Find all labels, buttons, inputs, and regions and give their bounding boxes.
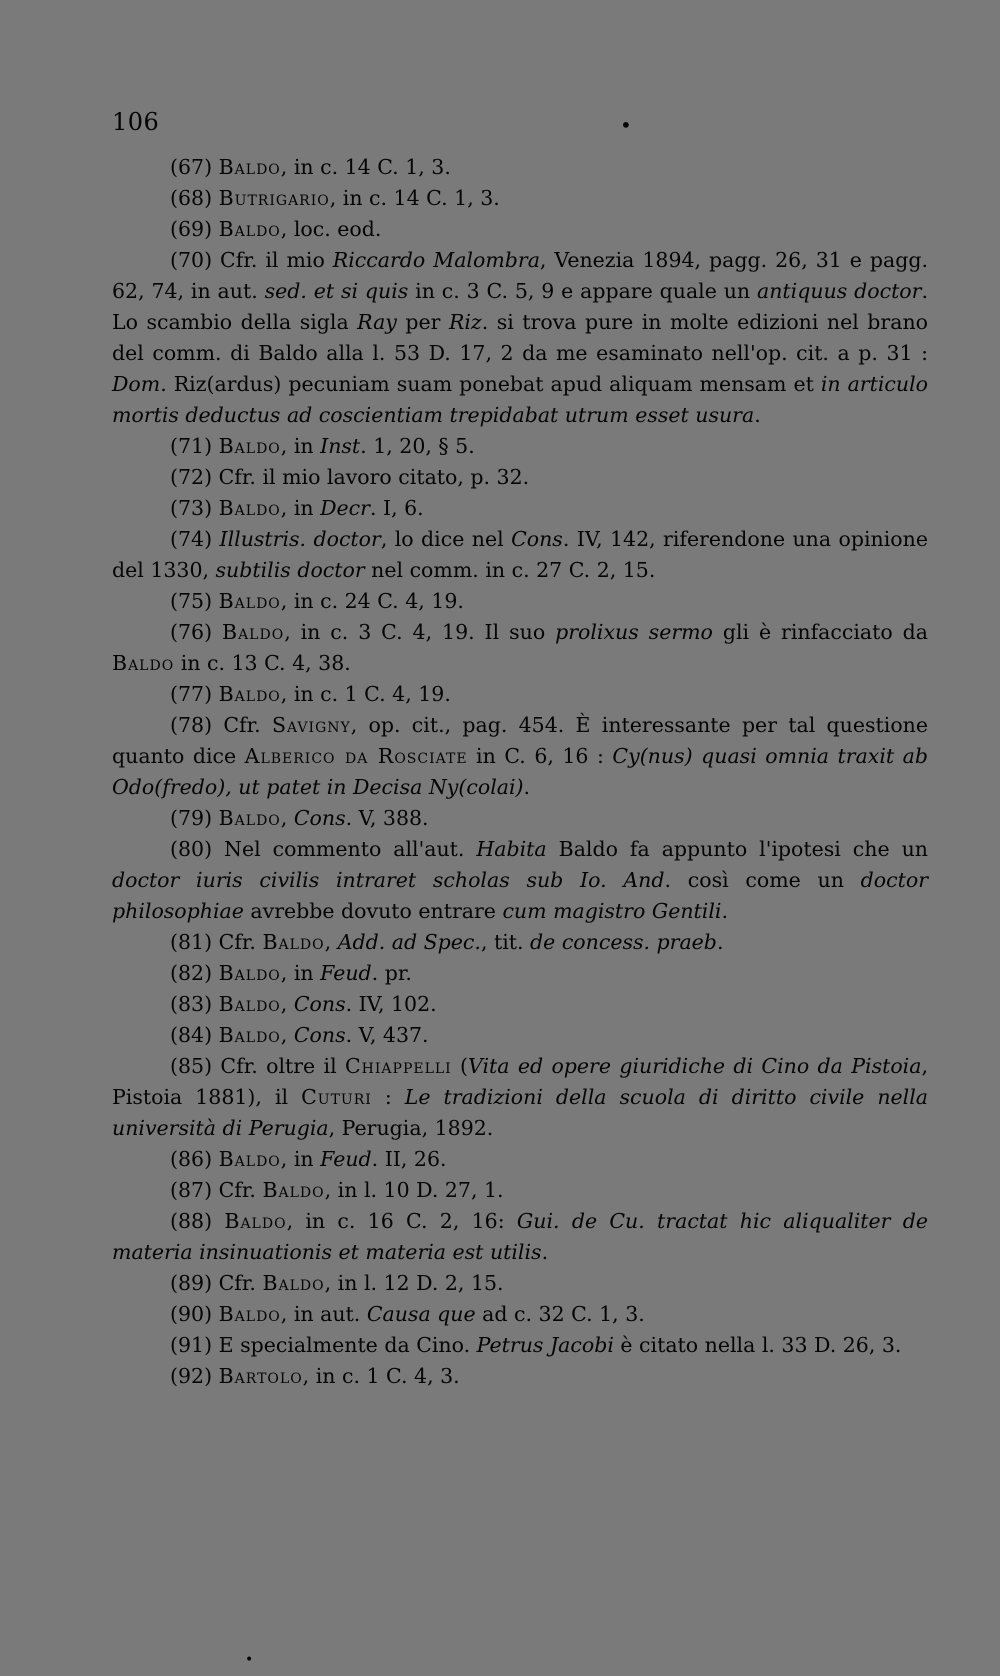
footnote-text: (83) [170,992,219,1016]
footnote-text: sed. et si quis [264,279,409,303]
footnote-text: (88) [170,1209,225,1233]
footnote-text: , in [280,961,321,985]
footnote-text: Baldo fa appunto l'ipotesi che un [546,837,928,861]
footnote [112,493,928,524]
footnote-text: , Pistoia 1881), il [112,1054,928,1109]
footnote-text: Baldo [218,1147,281,1171]
footnote-text: in articulo mortis deductus ad coscientiam trepidabat utrum esset usura [112,372,928,427]
footnote-text: (82) [170,961,219,985]
footnote-text: . V, 437. [345,1023,429,1047]
footnote-text: cum magistro Gentili [502,899,722,923]
footnote-text: Riz [448,310,482,334]
footnote-text: , in l. 10 D. 27, 1. [324,1178,504,1202]
footnote-text: (69) [170,217,219,241]
footnote [112,834,928,927]
footnote-text: (77) [170,682,219,706]
footnote-text: . [716,930,724,954]
footnote-text: Dom [112,372,161,396]
footnote-text: ( [451,1054,469,1078]
footnote-text: nel comm. in c. 27 C. 2, 15. [364,558,656,582]
footnote-text: in c. 13 C. 4, 38. [174,651,351,675]
footnote-text: ad c. 32 C. 1, 3. [475,1302,645,1326]
footnote [112,803,928,834]
footnote [112,1330,928,1361]
footnote-text: (84) [170,1023,219,1047]
footnote-text: Cons [293,1023,346,1047]
footnote-text: (67) [170,155,219,179]
footnote-text: Alberico da Rosciate [244,744,468,768]
footnote-text: , in [280,496,321,520]
footnote [112,1299,928,1330]
footnote-text: Baldo [218,217,281,241]
footnote-text: avrebbe dovuto entrare [243,899,503,923]
footnote-text: Feud [320,961,372,985]
footnote-text: Baldo [222,620,285,644]
footnote-text: (73) [170,496,219,520]
footnote-text: (85) Cfr. oltre il [170,1054,345,1078]
footnote-text: (92) [170,1364,219,1388]
footnote-text: , lo dice nel [380,527,512,551]
footnote-text: (71) [170,434,219,458]
footnote-text: , in c. 3 C. 4, 19. Il suo [284,620,556,644]
footnote-text: . 1, 20, § 5. [360,434,475,458]
footnote-text: . [754,403,761,427]
footnote-text: Baldo [218,961,281,985]
footnote [112,1175,928,1206]
footnote-text: in C. 6, 16 : [467,744,613,768]
footnote-text: Baldo [218,1302,281,1326]
footnote-text: de concess. praeb [530,930,717,954]
footnote-text: Bartolo [218,1364,303,1388]
footnote-text: Baldo [262,930,325,954]
footnote-text: Vita ed opere giuridiche di Cino da Pistoia [468,1054,922,1078]
footnote-text: Gui. de Cu. tractat hic aliqualiter de materia insinuationis et materia est utilis [112,1209,928,1264]
footnote-text: , [280,1023,294,1047]
footnote-text: . [523,775,531,799]
footnote [112,462,928,493]
footnote-text: Baldo [112,651,175,675]
footnote-text: Baldo [262,1271,325,1295]
footnote-text: Baldo [224,1209,287,1233]
footnote [112,152,928,183]
footnote-text: Illustris. doctor [219,527,381,551]
footnote-text: Savigny [271,713,351,737]
footnote-text: . II, 26. [371,1147,447,1171]
footnote [112,617,928,679]
footnote-text: (86) [170,1147,219,1171]
footnote-text: , in aut. [280,1302,367,1326]
footnote-text: Feud [320,1147,372,1171]
footnote [112,1020,928,1051]
footnote-text: , tit. [480,930,531,954]
footnote-text: (78) Cfr. [170,713,272,737]
footnote-text: (68) [170,186,219,210]
footnote-text: , in c. 24 C. 4, 19. [280,589,464,613]
footnote-text: Baldo [218,682,281,706]
footnote-text: , [280,992,294,1016]
footnote [112,989,928,1020]
footnote-text: , op. cit., pag. 454. È interessante per tal questione quanto dice [112,713,928,768]
footnote-text: , in c. 16 C. 2, 16: [286,1209,517,1233]
footnote-text: Causa que [366,1302,476,1326]
footnote [112,958,928,989]
footnote-text: è citato nella l. 33 D. 26, 3. [613,1333,902,1357]
footnote-text: , in [280,434,321,458]
footnote-text: Cons [293,992,346,1016]
footnote-text: (75) [170,589,219,613]
footnote-text: , loc. eod. [280,217,382,241]
footnote [112,586,928,617]
footnote-text: Cuturi [301,1085,372,1109]
footnote-text: Chiappelli [344,1054,452,1078]
footnote [112,183,928,214]
footnote-text: (81) Cfr. [170,930,263,954]
footnote-text: gli è rinfacciato da [712,620,928,644]
footnote-text: Decr [320,496,370,520]
footnote [112,1268,928,1299]
footnote [112,524,928,586]
footnote-text: Baldo [218,155,281,179]
footnote-text: Baldo [218,589,281,613]
footnote-text: , Perugia, 1892. [328,1116,494,1140]
footnote-text: . Lo scambio della sigla [112,279,928,334]
page-number: 106 [112,108,160,136]
footnote-text: (74) [170,527,220,551]
footnote-text: in c. 3 C. 5, 9 e appare quale un [408,279,757,303]
footnote-text: doctor iuris civilis intraret scholas sub Io. And [112,868,665,892]
footnote-text: Petrus Jacobi [476,1333,614,1357]
footnote-text: . Riz(ardus) pecuniam suam ponebat apud aliquam mensam et [160,372,821,396]
footnote-text: , in c. 1 C. 4, 3. [302,1364,460,1388]
header-dot: • [620,113,632,137]
footnote-text: (90) [170,1302,219,1326]
footnote-text: . [541,1240,549,1264]
footnote-text: (91) E specialmente da Cino. [170,1333,477,1357]
footnote-text: , in c. 14 C. 1, 3. [329,186,500,210]
footnote-text: Riccardo Malombra [332,248,540,272]
footnote [112,927,928,958]
footnote-text: (79) [170,806,219,830]
footnote-text: subtilis doctor [215,558,365,582]
footnote-text: , in [280,1147,321,1171]
footnote-text: , in c. 14 C. 1, 3. [280,155,451,179]
footnote-text: Butrigario [218,186,330,210]
footnote-text: doctor philosophiae [112,868,928,923]
footnote-text: (89) Cfr. [170,1271,263,1295]
footnote [112,214,928,245]
footnote-text: , [324,930,338,954]
footnote-text: , [280,806,294,830]
footnote-text: (76) [170,620,222,644]
footnote-text: . si trova pure in molte edizioni nel brano del comm. di Baldo alla l. 53 D. 17, 2 da me esaminato nell'op. cit. a p. 31 : [112,310,929,365]
footnote [112,1144,928,1175]
footnote-text: Le tradizioni della scuola di diritto civile nella università di Perugia [112,1085,928,1140]
footnote [112,1361,928,1392]
footnote-text: Baldo [218,434,281,458]
footnote-text: . così come un [664,868,861,892]
footnote-text: (70) Cfr. il mio [170,248,333,272]
footnote-text: Ray [357,310,397,334]
footnote-text: , Venezia 1894, pagg. 26, 31 e pagg. 62, 74, in aut. [112,248,928,303]
footnote [112,245,928,431]
footnote-text: . pr. [371,961,412,985]
footnote-text: . IV, 142, riferendone una opinione del 1330, [112,527,928,582]
footnote-text: Habita [476,837,547,861]
footnote-text: . [721,899,728,923]
footnote-text: . I, 6. [369,496,424,520]
footnote-text: Baldo [262,1178,325,1202]
footnote-text: Cy(nus) quasi omnia traxit ab Odo(fredo), ut patet in Decisa Ny(colai) [112,744,929,799]
footnote [112,431,928,462]
footnote [112,1206,928,1268]
footnote-text: antiquus doctor [757,279,922,303]
footnote-text: Baldo [218,496,281,520]
footnote-text: prolixus sermo [555,620,713,644]
footnote-text: (72) Cfr. il mio lavoro citato, p. 32. [170,465,530,489]
footer-dot: • [245,1652,254,1668]
footnote-text: . IV, 102. [345,992,437,1016]
footnote-text: (87) Cfr. [170,1178,263,1202]
footnote-text: Cons [511,527,563,551]
footnote-text: Add. ad Spec. [337,930,481,954]
footnote-text: , in l. 12 D. 2, 15. [324,1271,504,1295]
footnote-text: : [371,1085,405,1109]
footnote-text: . V, 388. [345,806,429,830]
footnote-text: , in c. 1 C. 4, 19. [280,682,451,706]
footnote-text: (80) Nel commento all'aut. [170,837,477,861]
footnote [112,679,928,710]
footnote-text: Inst [320,434,361,458]
footnote-text: per [396,310,449,334]
footnote-text: Baldo [218,992,281,1016]
footnote-text: Baldo [218,806,281,830]
footnote-text: Baldo [218,1023,281,1047]
footnote [112,1051,928,1144]
footnote [112,710,928,803]
footnote-text: Cons [293,806,346,830]
footnotes [112,152,928,1392]
